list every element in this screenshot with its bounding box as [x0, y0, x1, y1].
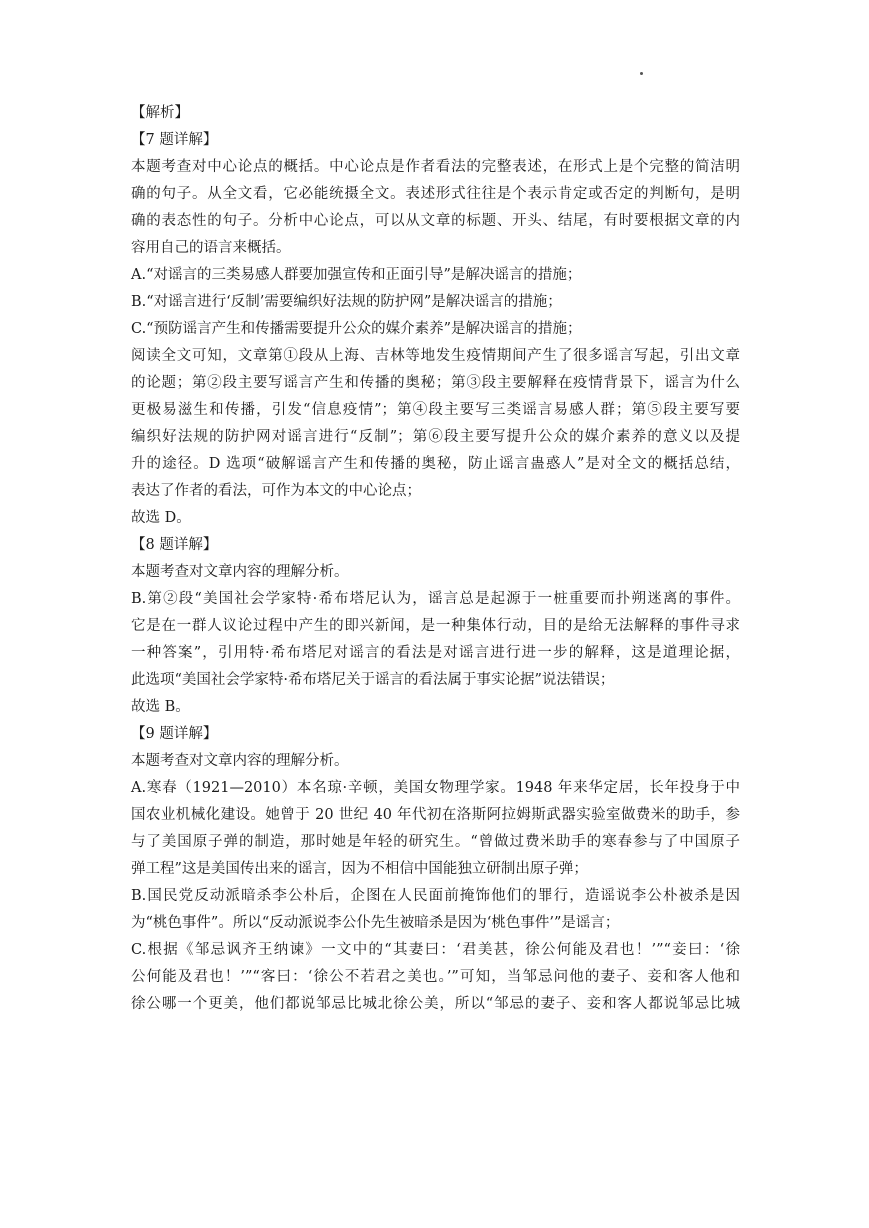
- text-line: 徐公哪一个更美，他们都说邹忌比城北徐公美，所以“邹忌的妻子、妾和客人都说邹忌比城: [131, 996, 740, 1012]
- text-line: 故选 B。: [131, 699, 190, 715]
- text-line: 故选 D。: [131, 510, 191, 526]
- text-line: A.“对谣言的三类易感人群要加强宣传和正面引导”是解决谣言的措施；: [131, 267, 582, 283]
- text-line: 的论题；第②段主要写谣言产生和传播的奥秘；第③段主要解释在疫情背景下，谣言为什么: [131, 375, 740, 391]
- text-line: 国农业机械化建设。她曾于 20 世纪 40 年代初在洛斯阿拉姆斯武器实验室做费米的助手，参: [131, 807, 740, 823]
- text-line: 为“桃色事件”。所以“反动派说李公仆先生被暗杀是因为‘桃色事件’”是谣言；: [131, 915, 620, 931]
- text-line: 弹工程”这是美国传出来的谣言，因为不相信中国能独立研制出原子弹；: [131, 861, 588, 877]
- text-line: 【7 题详解】: [131, 132, 218, 148]
- text-line: 公何能及君也！’”“客曰：‘徐公不若君之美也。’”可知，当邹忌问他的妻子、妾和客人他和: [131, 969, 740, 985]
- text-line: A.寒春（1921—2010）本名琼·辛顿，美国女物理学家。1948 年来华定居，长年投身于中: [131, 780, 740, 796]
- text-line: 确的表态性的句子。分析中心论点，可以从文章的标题、开头、结尾，有时要根据文章的内: [131, 213, 740, 229]
- text-line: 与了美国原子弹的制造，那时她是年轻的研究生。“曾做过费米助手的寒春参与了中国原子: [131, 834, 740, 850]
- text-line: 本题考查对文章内容的理解分析。: [131, 753, 349, 769]
- text-line: B.第②段“美国社会学家特·希布塔尼认为，谣言总是起源于一桩重要而扑朔迷离的事件。: [131, 591, 740, 607]
- text-line: 此选项“美国社会学家特·希布塔尼关于谣言的看法属于事实论据”说法错误；: [131, 672, 615, 688]
- text-line: B.国民党反动派暗杀李公朴后，企图在人民面前掩饰他们的罪行，造谣说李公朴被杀是因: [131, 888, 740, 904]
- text-line: 【解析】: [131, 105, 189, 121]
- text-line: 【8 题详解】: [131, 537, 218, 553]
- text-line: 表达了作者的看法，可作为本文的中心论点；: [131, 483, 421, 499]
- text-line: 本题考查对中心论点的概括。中心论点是作者看法的完整表述，在形式上是个完整的简洁明: [131, 159, 740, 175]
- answer-analysis-text: [131, 100, 740, 1018]
- text-line: 本题考查对文章内容的理解分析。: [131, 564, 349, 580]
- text-line: C.“预防谣言产生和传播需要提升公众的媒介素养”是解决谣言的措施；: [131, 321, 582, 337]
- text-line: 阅读全文可知，文章第①段从上海、吉林等地发生疫情期间产生了很多谣言写起，引出文章: [131, 348, 740, 364]
- text-line: B.“对谣言进行‘反制’需要编织好法规的防护网”是解决谣言的措施；: [131, 294, 562, 310]
- text-line: 更极易滋生和传播，引发“信息疫情”；第④段主要写三类谣言易感人群；第⑤段主要写要: [131, 402, 740, 418]
- text-line: 【9 题详解】: [131, 726, 218, 742]
- text-line: C.根据《邹忌讽齐王纳谏》一文中的“其妻曰：‘君美甚，徐公何能及君也！’”“妾曰：‘徐: [131, 942, 740, 958]
- text-line: 升的途径。D 选项“破解谣言产生和传播的奥秘，防止谣言蛊惑人”是对全文的概括总结，: [131, 456, 740, 472]
- text-line: 编织好法规的防护网对谣言进行“反制”；第⑥段主要写提升公众的媒介素养的意义以及提: [131, 429, 740, 445]
- text-line: 一种答案”，引用特·希布塔尼对谣言的看法是对谣言进行进一步的解释，这是道理论据，: [131, 645, 740, 661]
- page-dot: [640, 72, 643, 75]
- text-line: 它是在一群人议论过程中产生的即兴新闻，是一种集体行动，目的是给无法解释的事件寻求: [131, 618, 740, 634]
- text-line: 容用自己的语言来概括。: [131, 240, 291, 256]
- text-line: 确的句子。从全文看，它必能统摄全文。表述形式往往是个表示肯定或否定的判断句，是明: [131, 186, 740, 202]
